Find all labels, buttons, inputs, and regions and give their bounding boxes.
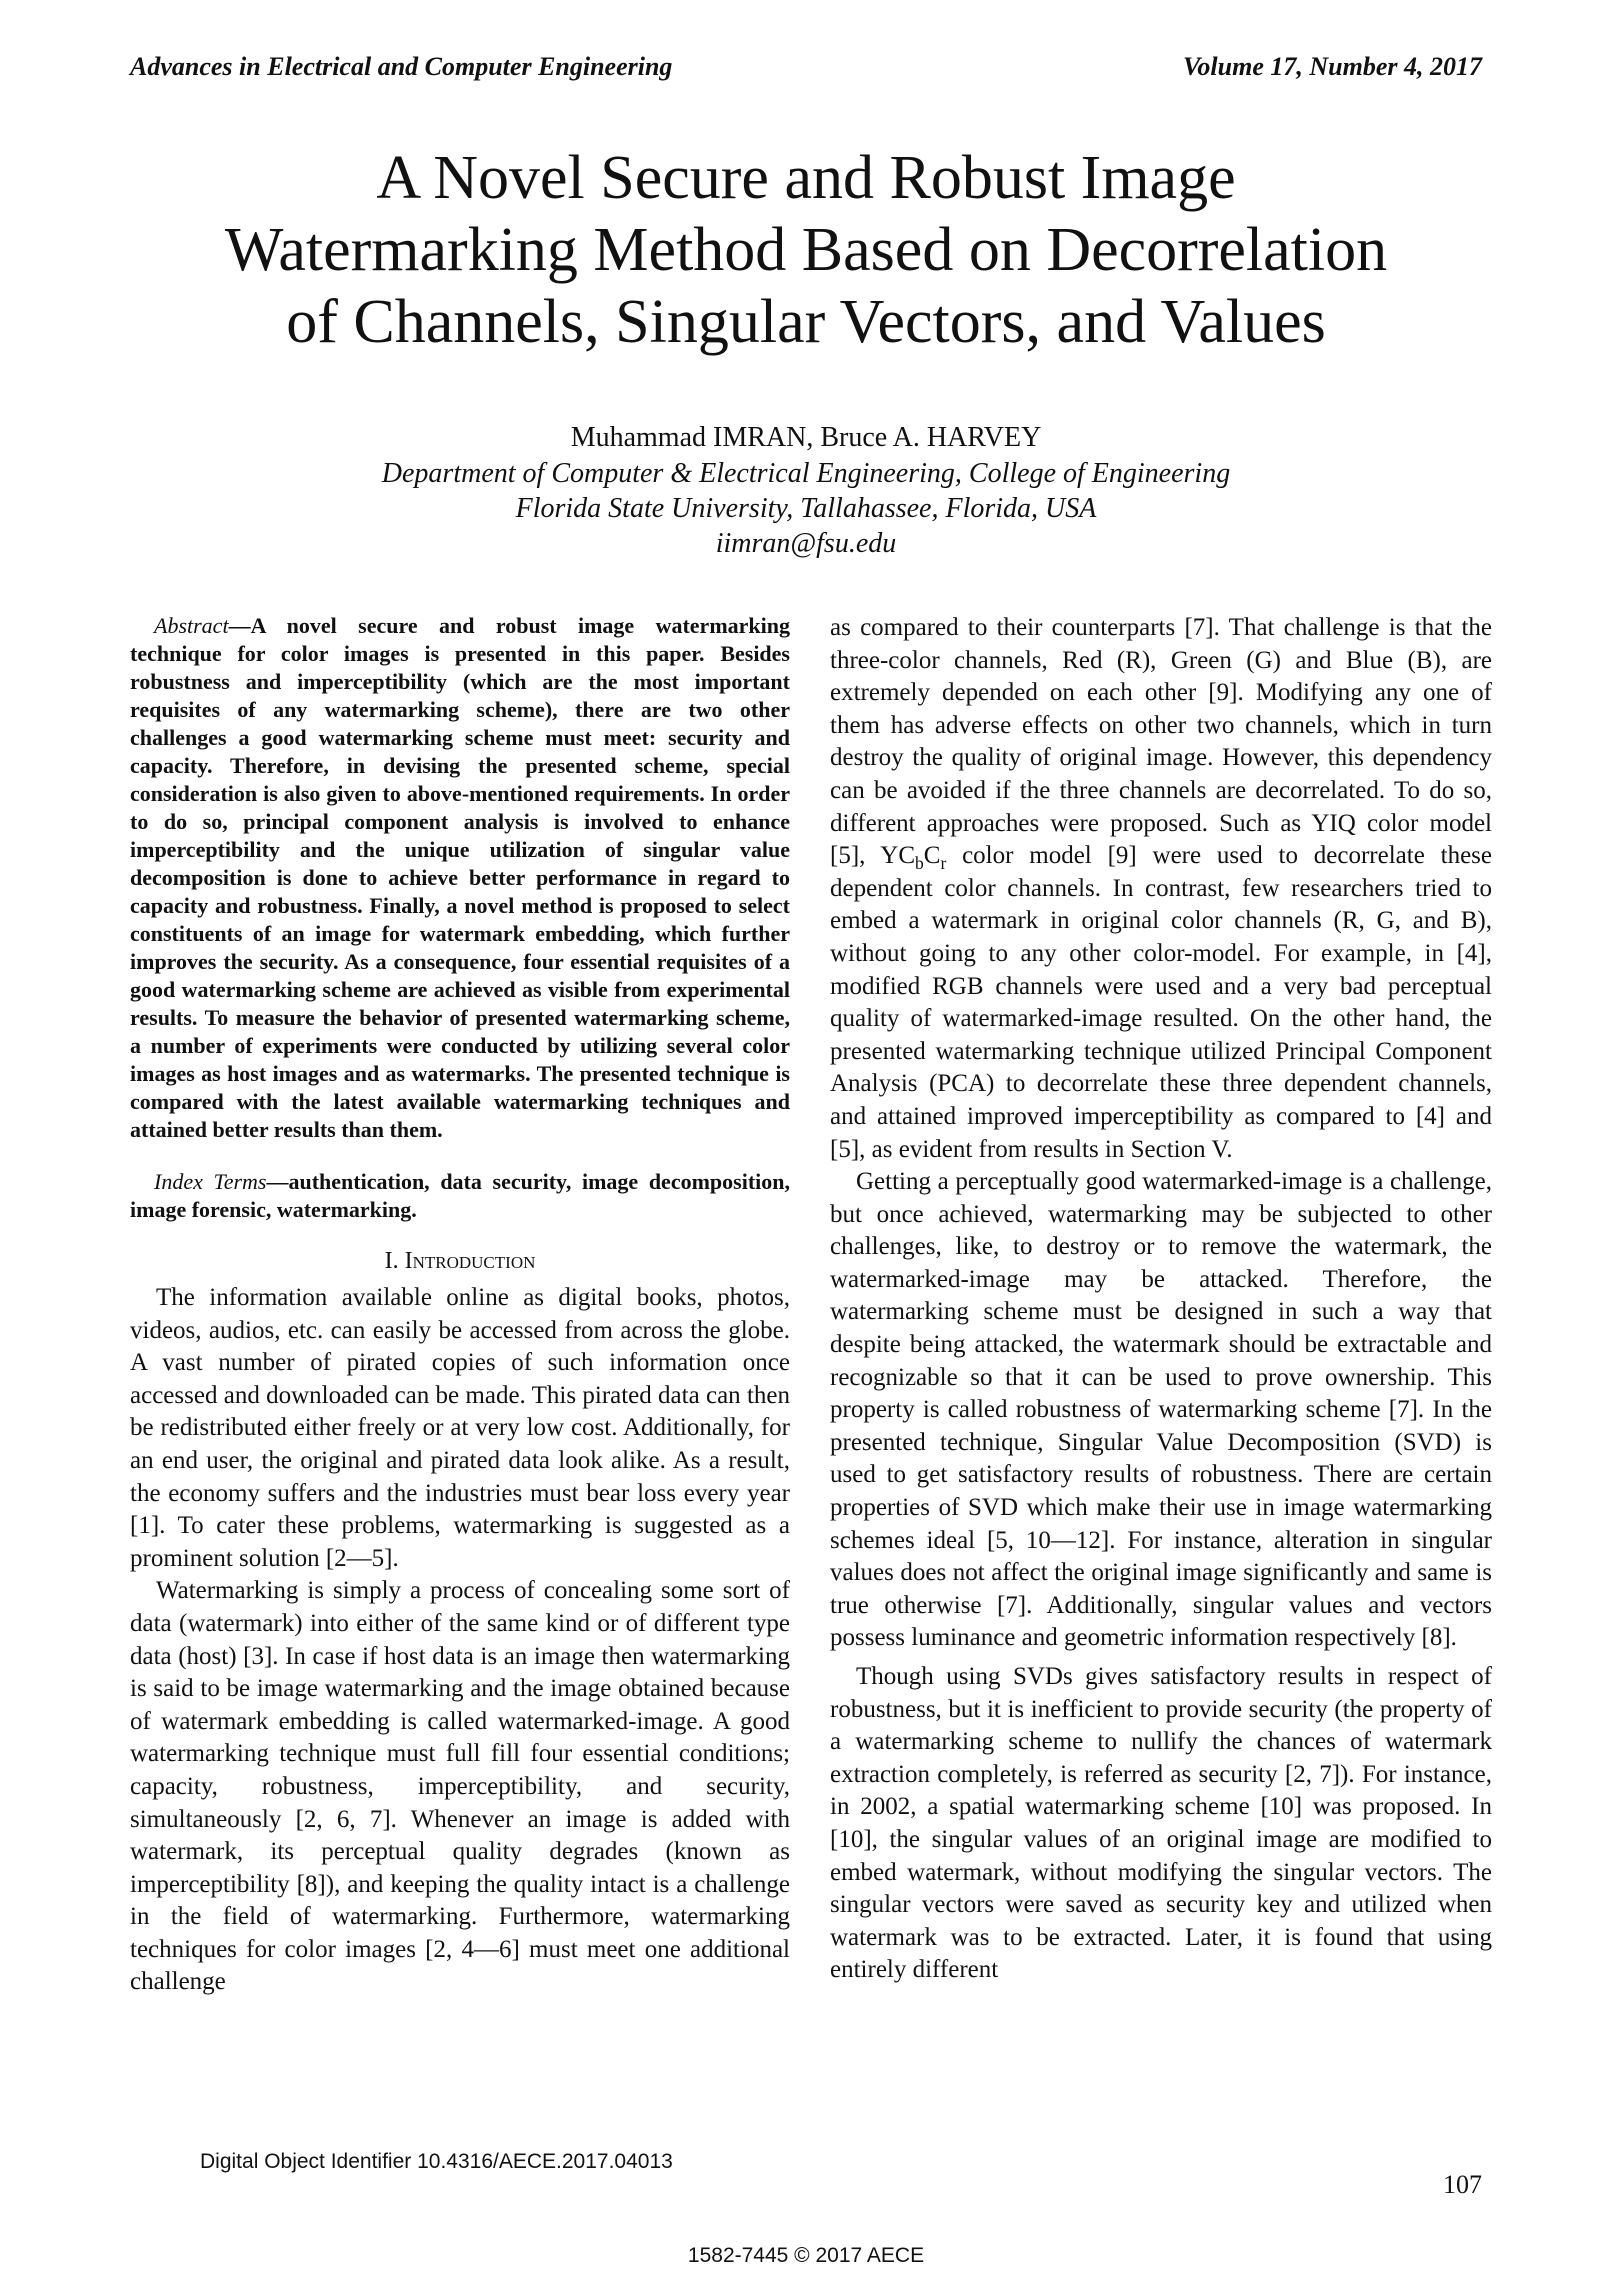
left-column bbox=[130, 612, 790, 1999]
paper-title-line-3: of Channels, Singular Vectors, and Values bbox=[286, 288, 1326, 356]
journal-name: Advances in Electrical and Computer Engineering bbox=[130, 52, 673, 81]
author-list: Muhammad IMRAN, Bruce A. HARVEY bbox=[570, 422, 1042, 453]
page-number: 107 bbox=[1443, 2170, 1482, 2199]
section-title: Introduction bbox=[404, 1248, 536, 1274]
section-heading-introduction bbox=[130, 1246, 790, 1276]
paragraph-text: C bbox=[923, 842, 941, 870]
affiliation-university: Florida State University, Tallahassee, Florida, USA bbox=[515, 493, 1097, 524]
subscript: r bbox=[940, 853, 947, 874]
paragraph-text: color model [9] were used to decorrelate these dependent color channels. In contrast, few researchers tried to embed a watermark in original color channels (R, G, and B), without going to any other color-model. For example, in [4], modified RGB channels were used and a very bad perceptual quality of watermarked-image resulted. On the other hand, the presented watermarking technique utilized Principal Component Analysis (PCA) to decorrelate these three dependent channels, and attained improved imperceptibility as compared to [4] and [5], as evident from results in Section V. bbox=[830, 842, 1492, 1163]
affiliation-department: Department of Computer & Electrical Engineering, College of Engineering bbox=[381, 458, 1231, 489]
abstract-text: —A novel secure and robust image watermarking technique for color images is presented in this paper. Besides robustness and imperceptibility (which are the most important requisites of any watermarking scheme), there are two other challenges a good watermarking scheme must meet: security and capacity. Therefore, in devising the presented scheme, special consideration is also given to above-mentioned requirements. In order to do so, principal component analysis is involved to enhance imperceptibility and the unique utilization of singular value decomposition is done to achieve better performance in regard to capacity and robustness. Finally, a novel method is proposed to select constituents of an image for watermark embedding, which further improves the security. As a consequence, four essential requisites of a good watermarking scheme are achieved as visible from experimental results. To measure the behavior of presented watermarking scheme, a number of experiments were conducted by utilizing several color images as host images and as watermarks. The presented technique is compared with the latest available watermarking techniques and attained better results than them. bbox=[130, 613, 790, 1142]
right-column bbox=[830, 612, 1492, 1987]
section-number: I. bbox=[384, 1248, 399, 1274]
paragraph: Though using SVDs gives satisfactory results in respect of robustness, but it is inefficient to provide security (the property of a watermarking scheme to nullify the chances of watermark extraction completely, is referred as security [2, 7]). For instance, in 2002, a spatial watermarking scheme [10] was proposed. In [10], the singular values of an original image are modified to embed watermark, without modifying the singular vectors. The singular vectors were saved as security key and utilized when watermark was to be extracted. Later, it is found that using entirely different bbox=[830, 1663, 1492, 1984]
paragraph: Watermarking is simply a process of concealing some sort of data (watermark) into either of the same kind or of different type data (host) [3]. In case if host data is an image then watermarking is said to be image watermarking and the image obtained because of watermark embedding is called watermarked-image. A good watermarking technique must full fill four essential conditions; capacity, robustness, imperceptibility, and security, simultaneously [2, 6, 7]. Whenever an image is added with watermark, its perceptual quality degrades (known as imperceptibility [8]), and keeping the quality intact is a challenge in the field of watermarking. Furthermore, watermarking techniques for color images [2, 4—6] must meet one additional challenge bbox=[130, 1577, 790, 1996]
index-terms-text: —authentication, data security, image decomposition, image forensic, watermarking. bbox=[130, 1169, 790, 1222]
paper-title-line-2: Watermarking Method Based on Decorrelation bbox=[224, 216, 1388, 284]
paragraph-text: as compared to their counterparts [7]. That challenge is that the three-color channels, Red (R), Green (G) and Blue (B), are extremely depended on each other [9]. Modifying any one of them has adverse effects on other two channels, which in turn destroy the quality of original image. However, this dependency can be avoided if the three channels are decorrelated. To do so, different approaches were proposed. Such as YIQ color model [5], YC bbox=[830, 614, 1492, 870]
doi: Digital Object Identifier 10.4316/AECE.2017.04013 bbox=[200, 2150, 673, 2173]
paper-title-line-1: A Novel Secure and Robust Image bbox=[376, 144, 1236, 212]
abstract bbox=[130, 612, 790, 1144]
index-terms-label: Index Terms bbox=[154, 1169, 267, 1194]
issn-copyright: 1582-7445 © 2017 AECE bbox=[687, 2244, 925, 2267]
author-email: iimran@fsu.edu bbox=[715, 528, 897, 559]
paragraph: Getting a perceptually good watermarked-image is a challenge, but once achieved, watermarking may be subjected to other challenges, like, to destroy or to remove the watermark, the watermarked-image may be attacked. Therefore, the watermarking scheme must be designed in such a way that despite being attacked, the watermark should be extractable and recognizable so that it can be used to prove ownership. This property is called robustness of watermarking scheme [7]. In the presented technique, Singular Value Decomposition (SVD) is used to get satisfactory results of robustness. There are certain properties of SVD which make their use in image watermarking schemes ideal [5, 10—12]. For instance, alteration in singular values does not affect the original image significantly and same is true otherwise [7]. Additionally, singular values and vectors possess luminance and geometric information respectively [8]. bbox=[830, 1168, 1492, 1652]
index-terms bbox=[130, 1168, 790, 1224]
subscript: b bbox=[915, 853, 924, 874]
abstract-label: Abstract bbox=[154, 613, 229, 638]
paragraph: The information available online as digital books, photos, videos, audios, etc. can easily be accessed from across the globe. A vast number of pirated copies of such information once accessed and downloaded can be made. This pirated data can then be redistributed either freely or at very low cost. Additionally, for an end user, the original and pirated data look alike. As a result, the economy suffers and the industries must bear loss every year [1]. To cater these problems, watermarking is suggested as a prominent solution [2—5]. bbox=[130, 1284, 790, 1572]
volume-info: Volume 17, Number 4, 2017 bbox=[1182, 52, 1482, 81]
paragraph bbox=[830, 612, 1492, 1166]
